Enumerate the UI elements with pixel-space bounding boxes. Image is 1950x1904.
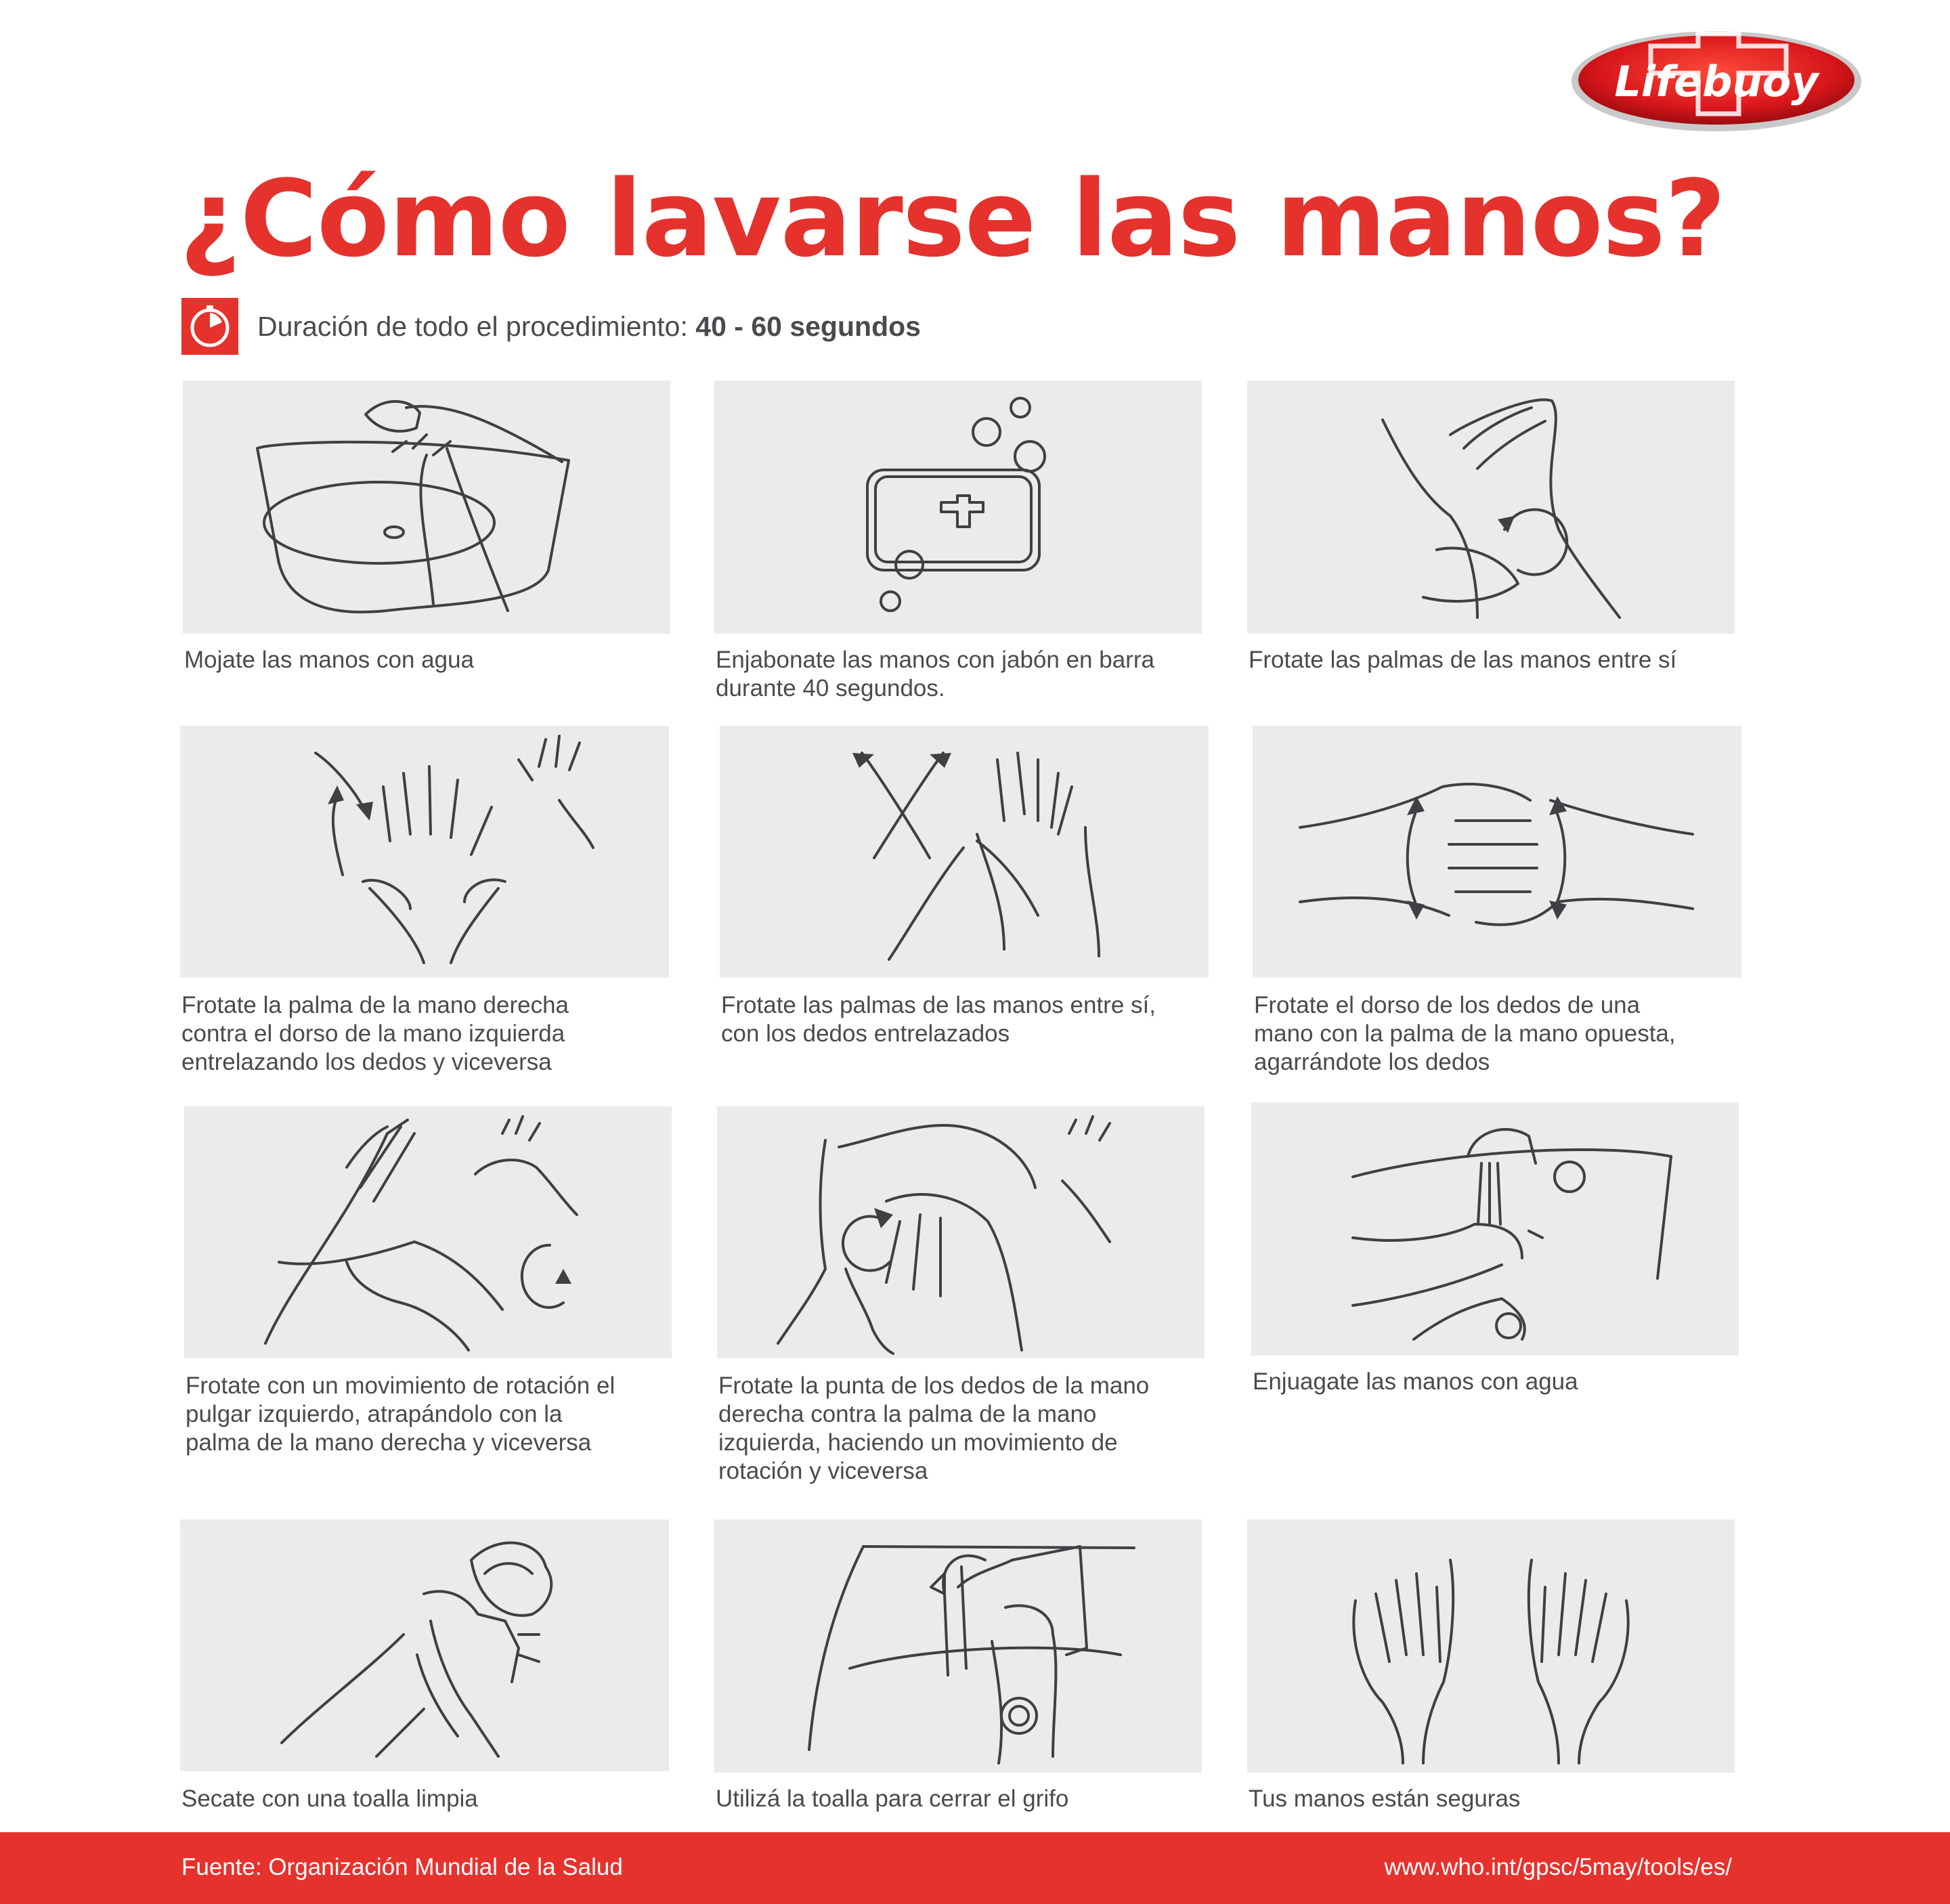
step-3-caption: Frotate las palmas de las manos entre sí [1249,647,1677,673]
step-11-caption: Utilizá la toalla para cerrar el grifo [716,1786,1069,1812]
page-title: ¿Cómo lavarse las manos? [179,157,1726,280]
duration-label: Duración de todo el procedimiento: [257,310,688,342]
footer-bar [0,1832,1950,1904]
step-11 [714,1519,1202,1817]
step-8-caption: Frotate la punta de los dedos de la mano derecha contra la palma de la mano izquierda, haciendo un movimiento de rotación y viceversa [718,1372,1150,1484]
step-6 [1253,726,1741,1078]
interlaced-fingers-icon [720,726,1209,978]
interlocked-fingers-icon [1253,726,1741,978]
step-5 [720,726,1209,1078]
step-10 [180,1519,669,1817]
rinse-hands-icon [1251,1102,1739,1356]
step-1-caption: Mojate las manos con agua [184,647,475,673]
close-tap-icon [714,1519,1202,1773]
soap-bar-icon [714,381,1202,634]
step-8 [717,1106,1205,1486]
duration-value: 40 - 60 segundos [695,310,921,342]
clock-icon [181,298,238,355]
step-10-caption: Secate con una toalla limpia [181,1786,478,1812]
lifebuoy-logo [1569,26,1863,134]
source-text: Fuente: Organización Mundial de la Salud [181,1854,623,1880]
source-url[interactable]: www.who.int/gpsc/5may/tools/es/ [1384,1854,1732,1880]
fingertips-rotation-icon [717,1106,1205,1358]
step-3 [1247,381,1735,712]
step-4-caption: Frotate la palma de la mano derecha contra el dorso de la mano izquierda entrelazando los dedos y viceversa [181,992,569,1075]
step-5-caption: Frotate las palmas de las manos entre sí, con los dedos entrelazados [721,992,1156,1047]
step-2 [714,381,1202,712]
step-1 [183,381,670,712]
rub-palms-icon [1247,381,1735,634]
step-7 [184,1106,672,1458]
step-12 [1247,1519,1735,1817]
dry-towel-icon [180,1519,669,1771]
step-12-caption: Tus manos están seguras [1249,1786,1521,1812]
duration-text [257,311,921,343]
step-4 [180,726,669,1078]
palm-over-back-icon [180,726,669,978]
step-9 [1251,1102,1739,1454]
thumb-rotation-icon [184,1106,672,1358]
wet-hands-icon [183,381,670,634]
step-2-caption: Enjabonate las manos con jabón en barra durante 40 segundos. [716,647,1154,701]
step-9-caption: Enjuagate las manos con agua [1253,1368,1578,1395]
duration-info [181,297,921,356]
step-6-caption: Frotate el dorso de los dedos de una mano con la palma de la mano opuesta, agarrándote los dedos [1254,992,1676,1075]
safe-hands-icon [1247,1519,1735,1773]
svg-text:Lifebuoy: Lifebuoy [1614,57,1819,106]
step-7-caption: Frotate con un movimiento de rotación el pulgar izquierdo, atrapándolo con la palma de la mano derecha y viceversa [186,1372,615,1456]
